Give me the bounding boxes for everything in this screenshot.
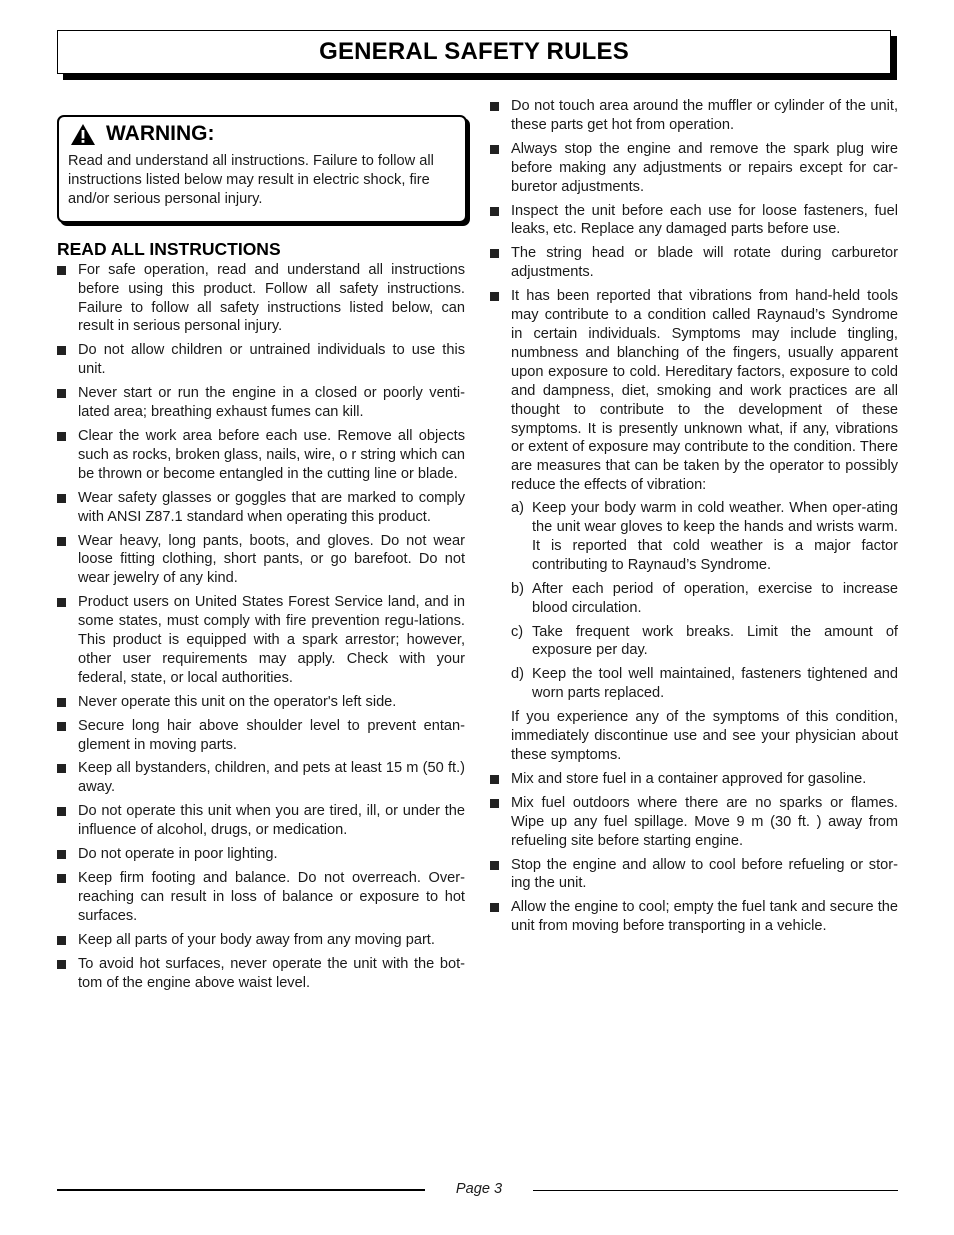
sub-list-item: d) Keep the tool well maintained, fasteners tightened and worn parts replaced. [511,666,898,702]
list-item: Mix and store fuel in a container approved for gasoline. [490,770,898,789]
bullet-square-icon [57,346,66,355]
footer-rule-left [57,1189,425,1191]
list-item: Keep all parts of your body away from any moving part. [57,931,465,950]
bullet-square-icon [490,799,499,808]
list-item: Do not operate in poor lighting. [57,845,465,864]
warning-box [57,115,467,223]
bullet-square-icon [57,722,66,731]
bullet-square-icon [490,145,499,154]
list-item: For safe operation, read and understand all instructions before using this product. Follow all safety instructions. Failure to follow all safety instructions listed below, can result in serious personal injury. [57,261,465,337]
bullet-square-icon [57,598,66,607]
bullet-square-icon [490,861,499,870]
list-item: Do not touch area around the muffler or cylinder of the unit, these parts get hot from operation. [490,97,898,135]
warning-triangle-icon [70,123,96,146]
bullet-square-icon [490,903,499,912]
list-item: Keep firm footing and balance. Do not overreach. Over-reaching can result in loss of balance or exposure to hot surfaces. [57,869,465,926]
right-column [490,97,898,941]
list-item: Product users on United States Forest Service land, and in some states, must comply with fire prevention regu-lations. This product is equipped with a spark arrestor; however, other user requirements may apply. Check with your federal, state, or local authorities. [57,593,465,688]
bullet-square-icon [57,494,66,503]
bullet-square-icon [490,207,499,216]
right-rules-list [490,97,898,936]
symptoms-advice-text: If you experience any of the symptoms of this condition, immediately discontinue use and see your physician about these symptoms. [511,709,898,763]
list-item: Never start or run the engine in a closed or poorly venti-lated area; breathing exhaust fumes can kill. [57,384,465,422]
list-item: Mix fuel outdoors where there are no sparks or flames. Wipe up any fuel spillage. Move 9 m (30 ft. ) away from refueling site before starting engine. [490,794,898,851]
list-item: To avoid hot surfaces, never operate the unit with the bot-tom of the engine above waist level. [57,955,465,993]
bullet-square-icon [490,775,499,784]
bullet-square-icon [57,850,66,859]
bullet-square-icon [57,266,66,275]
title-banner [57,30,891,74]
list-item: Secure long hair above shoulder level to prevent entan-glement in moving parts. [57,717,465,755]
page-title: GENERAL SAFETY RULES [319,38,629,65]
list-item: Wear heavy, long pants, boots, and gloves. Do not wear loose fitting clothing, short pants, or go barefoot. Do not wear jewelry of any kind. [57,532,465,589]
vibration-measures-list [511,499,898,703]
list-item: Keep all bystanders, children, and pets at least 15 m (50 ft.) away. [57,759,465,797]
footer-rule-right [533,1190,898,1191]
warning-title: WARNING: [106,122,215,146]
list-item: Never operate this unit on the operator's left side. [57,693,465,712]
list-item: Do not operate this unit when you are tired, ill, or under the influence of alcohol, drugs, or medication. [57,802,465,840]
bullet-square-icon [57,389,66,398]
bullet-square-icon [57,764,66,773]
warning-text: Read and understand all instructions. Failure to follow all instructions listed below may result in electric shock, fire and/or serious personal injury. [68,153,434,207]
sub-list-item: c) Take frequent work breaks. Limit the amount of exposure per day. [511,623,898,659]
list-item: Allow the engine to cool; empty the fuel tank and secure the unit from moving before transporting in a vehicle. [490,898,898,936]
bullet-square-icon [57,960,66,969]
bullet-square-icon [57,807,66,816]
sub-list-item: b) After each period of operation, exercise to increase blood circulation. [511,580,898,616]
page-number: Page 3 [455,1181,503,1197]
bullet-square-icon [490,292,499,301]
bullet-square-icon [57,874,66,883]
bullet-square-icon [57,698,66,707]
bullet-square-icon [490,102,499,111]
list-item: Stop the engine and allow to cool before refueling or stor-ing the unit. [490,856,898,894]
bullet-square-icon [57,936,66,945]
bullet-square-icon [490,249,499,258]
list-item: Clear the work area before each use. Remove all objects such as rocks, broken glass, nails, wire, o r string which can be thrown or become entangled in the cutting line or blade. [57,427,465,484]
sub-list-item: a) Keep your body warm in cold weather. When oper-ating the unit wear gloves to keep the hands and wrists warm. It is reported that cold weather is a major factor contributing to Raynaud’s Syndrome. [511,500,898,573]
read-all-instructions-heading: READ ALL INSTRUCTIONS [57,238,281,259]
list-item: Do not allow children or untrained individuals to use this unit. [57,341,465,379]
bullet-square-icon [57,432,66,441]
vibration-warning-item: It has been reported that vibrations from hand-held tools may contribute to a condition called Raynaud’s Syndrome in certain individuals. Symptoms may include tingling, numbness and blanching of the fingers, usually apparent upon exposure to cold. Hereditary factors, exposure to cold and dampness, diet, smoking and work practices are all thought to contribute to the development of these symptoms. It is presently unknown what, if any, vibrations or extent of exposure may contribute to the condition. There are measures that can be taken by the operator to possibly reduce the effects of vibration: a) Keep your body warm in cold weather. When oper-ating the unit wear gloves to keep the hands and wrists warm. It is reported that cold weather is a major factor contributing to Raynaud’s Syndrome. b) After each period of operation, exercise to increase blood circulation. c) Take frequent work breaks. Limit the amount of exposure per day. d) Keep the tool well maintained, fasteners tightened and worn parts replaced. If you experience any of the symptoms of this condition, immediately discontinue use and see your physician about these symptoms. [490,287,898,765]
left-rules-list [57,261,465,993]
list-item: Inspect the unit before each use for loose fasteners, fuel leaks, etc. Replace any damaged parts before use. [490,202,898,240]
list-item: The string head or blade will rotate during carburetor adjustments. [490,244,898,282]
list-item: Wear safety glasses or goggles that are marked to comply with ANSI Z87.1 standard when operating this product. [57,489,465,527]
warning-header [70,123,455,146]
list-item: Always stop the engine and remove the spark plug wire before making any adjustments or repairs except for car-buretor adjustments. [490,140,898,197]
bullet-square-icon [57,537,66,546]
left-column [57,97,465,997]
